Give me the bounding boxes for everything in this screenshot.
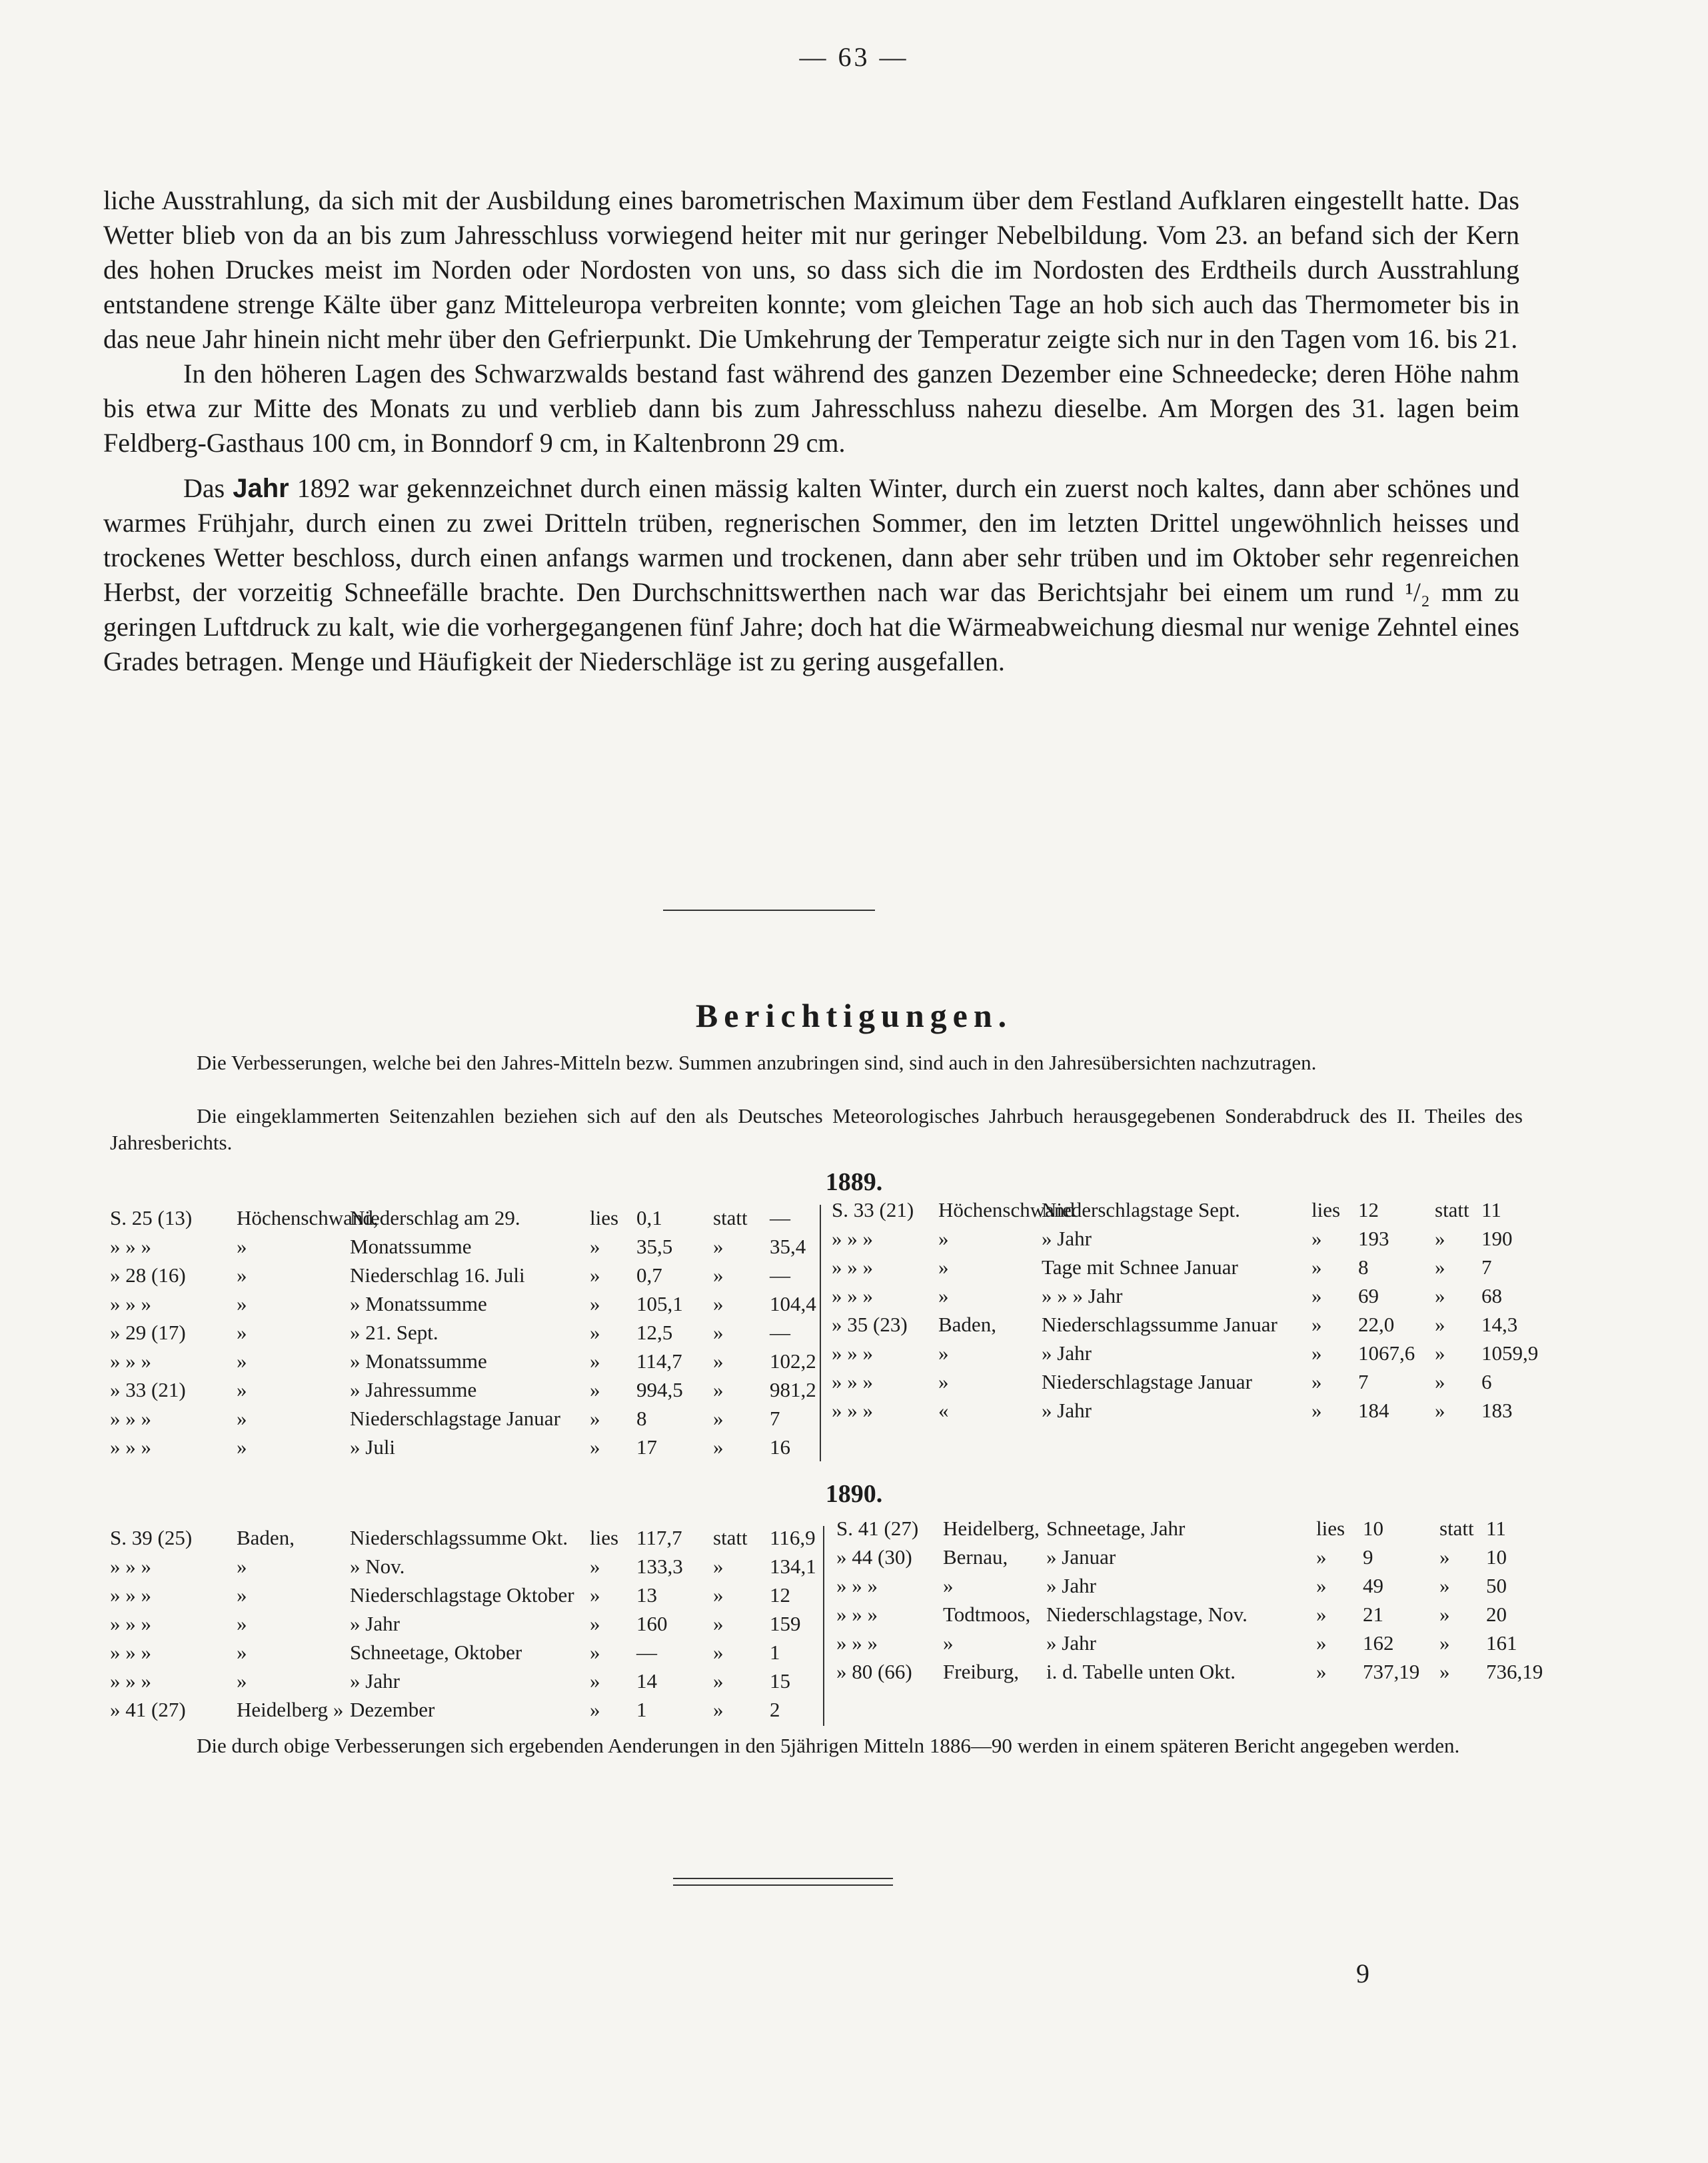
cell-item: Schneetage, Oktober: [350, 1641, 522, 1664]
cell-ref: » » »: [832, 1227, 873, 1250]
table-1889-divider: [820, 1205, 821, 1461]
cell-item: Niederschlag 16. Juli: [350, 1263, 525, 1287]
cell-lies: lies: [590, 1206, 619, 1229]
cell-item: Schneetage, Jahr: [1046, 1517, 1186, 1540]
cell-item: » Jahr: [1042, 1399, 1092, 1422]
cell-new: —: [636, 1641, 657, 1664]
cell-statt: »: [713, 1641, 724, 1664]
cell-old: —: [770, 1206, 790, 1229]
cell-item: » Juli: [350, 1435, 396, 1459]
cell-statt: »: [1439, 1574, 1450, 1597]
cell-item: Tage mit Schnee Januar: [1042, 1255, 1238, 1279]
cell-statt: statt: [1439, 1517, 1474, 1540]
cell-new: 0,1: [636, 1206, 662, 1229]
cell-new: 22,0: [1358, 1313, 1395, 1336]
cell-statt: »: [713, 1407, 724, 1430]
cell-ref: » 33 (21): [110, 1378, 186, 1401]
note-2: [110, 1103, 1523, 1156]
cell-old: 12: [770, 1583, 790, 1607]
cell-old: 20: [1486, 1603, 1507, 1626]
table-row: [110, 1555, 816, 1583]
paragraph-3-rest: 1892 war gekennzeichnet durch einen mässig kalten Winter, durch ein zuerst noch kaltes, dann aber schönes und warmes Frühjahr, durch einen zu zwei Dritteln trüben, regnerischen Sommer, den im letzten Drittel ungewöhnlich heisses und trockenes Wetter beschloss, durch einen anfangs warmen und trockenen, dann aber sehr trüben und im Oktober sehr regenreichen Herbst, der vorzeitig Schneefälle brachte. Den Durchschnittswerthen nach war das Berichtsjahr bei einem um rund ¹/₂ mm zu geringen Luftdruck zu kalt, wie die vorhergegangenen fünf Jahre; doch hat die Wärmeabweichung diesmal nur wenige Zehntel eines Grades betragen. Menge und Häufigkeit der Niederschläge ist zu gering ausgefallen.: [103, 473, 1519, 676]
divider-rule: [663, 910, 875, 911]
table-row: [110, 1669, 813, 1698]
cell-lies: lies: [1311, 1198, 1341, 1221]
end-rule-2: [673, 1884, 893, 1886]
cell-new: 35,5: [636, 1235, 673, 1258]
cell-lies: »: [1311, 1284, 1322, 1307]
cell-lies: »: [1311, 1399, 1322, 1422]
cell-new: 12,5: [636, 1321, 673, 1344]
cell-ref: » » »: [836, 1631, 878, 1655]
table-row: [110, 1435, 813, 1464]
cell-lies: »: [1311, 1255, 1322, 1279]
table-row: [110, 1321, 813, 1349]
cell-lies: »: [590, 1698, 600, 1721]
cell-new: 114,7: [636, 1349, 682, 1373]
cell-statt: »: [1439, 1603, 1450, 1626]
cell-statt: statt: [1435, 1198, 1469, 1221]
cell-ref: » » »: [110, 1555, 151, 1578]
table-1889-left: [110, 1206, 816, 1464]
paragraph-3: [103, 471, 1519, 679]
cell-place: »: [237, 1612, 247, 1635]
cell-place: »: [237, 1407, 247, 1430]
table-row: [836, 1574, 1516, 1603]
closing-note-text: Die durch obige Verbesserungen sich ergebenden Aenderungen in den 5jährigen Mitteln 1886—90 werden in einem späteren Bericht angegeben werden.: [197, 1734, 1460, 1757]
table-row: [110, 1263, 813, 1292]
body-text: [103, 183, 1519, 679]
cell-lies: »: [1316, 1545, 1327, 1569]
cell-statt: »: [713, 1349, 724, 1373]
cell-lies: »: [590, 1407, 600, 1430]
cell-ref: » 29 (17): [110, 1321, 186, 1344]
cell-item: Niederschlag am 29.: [350, 1206, 520, 1229]
cell-item: Niederschlagssumme Januar: [1042, 1313, 1278, 1336]
cell-lies: »: [1316, 1631, 1327, 1655]
cell-item: » » » Jahr: [1042, 1284, 1123, 1307]
cell-place: Heidelberg »: [237, 1698, 344, 1721]
cell-place: »: [938, 1341, 949, 1365]
cell-statt: »: [1439, 1631, 1450, 1655]
cell-place: Heidelberg,: [943, 1517, 1040, 1540]
cell-place: »: [938, 1227, 949, 1250]
table-row: [832, 1313, 1518, 1341]
cell-place: »: [237, 1669, 247, 1693]
table-row: [110, 1526, 816, 1555]
cell-statt: »: [713, 1612, 724, 1635]
cell-place: »: [938, 1284, 949, 1307]
closing-note: [110, 1733, 1523, 1759]
cell-ref: » » »: [832, 1399, 873, 1422]
cell-place: Todtmoos,: [943, 1603, 1031, 1626]
paragraph-1: liche Ausstrahlung, da sich mit der Ausbildung eines barometrischen Maximum über dem Festland Aufklaren eingestellt hatte. Das Wetter blieb von da an bis zum Jahresschluss vorwiegend heiter mit nur geringer Nebelbildung. Vom 23. an befand sich der Kern des hohen Druckes meist im Norden oder Nordosten von uns, so dass sich die im Nordosten des Erdtheils durch Ausstrahlung entstandene strenge Kälte über ganz Mitteleuropa verbreiten konnte; vom gleichen Tage an hob sich auch das Thermometer bis in das neue Jahr hinein nicht mehr über den Gefrierpunkt. Die Umkehrung der Temperatur zeigte sich nur in den Tagen vom 16. bis 21.: [103, 185, 1519, 354]
cell-place: Baden,: [938, 1313, 996, 1336]
cell-old: 35,4: [770, 1235, 806, 1258]
cell-statt: »: [713, 1435, 724, 1459]
cell-statt: »: [1435, 1399, 1445, 1422]
table-1890-left: [110, 1526, 816, 1727]
table-1890-right: [836, 1517, 1543, 1689]
cell-statt: statt: [713, 1206, 748, 1229]
table-row: [832, 1341, 1539, 1370]
cell-place: Freiburg,: [943, 1660, 1019, 1683]
cell-place: »: [237, 1378, 247, 1401]
cell-place: »: [237, 1641, 247, 1664]
cell-old: 15: [770, 1669, 790, 1693]
cell-place: Baden,: [237, 1526, 295, 1549]
cell-statt: »: [713, 1583, 724, 1607]
cell-old: 11: [1486, 1517, 1506, 1540]
cell-new: 8: [636, 1407, 647, 1430]
cell-statt: »: [1435, 1255, 1445, 1279]
cell-lies: »: [1316, 1660, 1327, 1683]
cell-place: »: [237, 1235, 247, 1258]
cell-ref: » » »: [110, 1235, 151, 1258]
cell-statt: »: [1439, 1660, 1450, 1683]
cell-place: »: [237, 1292, 247, 1315]
table-row: [836, 1660, 1543, 1689]
cell-new: 7: [1358, 1370, 1369, 1393]
section-title: Berichtigungen.: [695, 997, 1013, 1034]
cell-old: 1: [770, 1641, 780, 1664]
cell-old: 68: [1481, 1284, 1502, 1307]
cell-statt: »: [713, 1263, 724, 1287]
cell-statt: »: [1435, 1341, 1445, 1365]
cell-lies: »: [590, 1292, 600, 1315]
cell-old: 134,1: [770, 1555, 816, 1578]
cell-lies: »: [590, 1583, 600, 1607]
cell-ref: S. 25 (13): [110, 1206, 193, 1229]
page-number: — 63 —: [799, 42, 909, 72]
table-row: [832, 1284, 1511, 1313]
cell-old: —: [770, 1263, 790, 1287]
cell-statt: »: [1435, 1284, 1445, 1307]
note-2-text: Die eingeklammerten Seitenzahlen beziehen sich auf den als Deutsches Meteorologisches Jahrbuch herausgegebenen Sonderabdruck des II. Theiles des Jahresberichts.: [110, 1104, 1523, 1154]
cell-item: Monatssumme: [350, 1235, 472, 1258]
cell-old: 2: [770, 1698, 780, 1721]
cell-old: 104,4: [770, 1292, 816, 1315]
table-row: [832, 1370, 1511, 1399]
cell-new: 9: [1363, 1545, 1373, 1569]
cell-new: 21: [1363, 1603, 1383, 1626]
table-row: [110, 1349, 816, 1378]
cell-new: 17: [636, 1435, 657, 1459]
cell-item: » Jahr: [1046, 1631, 1096, 1655]
cell-item: Dezember: [350, 1698, 435, 1721]
cell-place: Höchenschwand,: [237, 1206, 379, 1229]
table-row: [110, 1698, 813, 1727]
cell-ref: » » »: [832, 1255, 873, 1279]
cell-lies: »: [1311, 1313, 1322, 1336]
year-heading-1890: 1890.: [825, 1480, 883, 1508]
cell-new: 0,7: [636, 1263, 662, 1287]
cell-old: 116,9: [770, 1526, 816, 1549]
table-1889-right: [832, 1198, 1539, 1427]
cell-lies: lies: [590, 1526, 619, 1549]
cell-item: » Nov.: [350, 1555, 405, 1578]
table-row: [110, 1235, 813, 1263]
cell-lies: »: [1311, 1341, 1322, 1365]
cell-place: »: [938, 1255, 949, 1279]
cell-item: » 21. Sept.: [350, 1321, 438, 1344]
cell-ref: » » »: [110, 1349, 151, 1373]
cell-ref: » » »: [110, 1435, 151, 1459]
table-row: [836, 1603, 1516, 1631]
cell-new: 184: [1358, 1399, 1389, 1422]
table-row: [832, 1227, 1511, 1255]
cell-item: i. d. Tabelle unten Okt.: [1046, 1660, 1236, 1683]
table-row: [110, 1206, 813, 1235]
cell-statt: »: [713, 1378, 724, 1401]
cell-lies: lies: [1316, 1517, 1345, 1540]
cell-statt: »: [1439, 1545, 1450, 1569]
cell-place: »: [237, 1263, 247, 1287]
cell-old: 7: [770, 1407, 780, 1430]
cell-new: 1: [636, 1698, 647, 1721]
cell-ref: S. 39 (25): [110, 1526, 193, 1549]
cell-new: 49: [1363, 1574, 1383, 1597]
cell-item: » Monatssumme: [350, 1292, 487, 1315]
cell-old: 10: [1486, 1545, 1507, 1569]
cell-ref: S. 41 (27): [836, 1517, 919, 1540]
table-row: [836, 1545, 1516, 1574]
cell-new: 117,7: [636, 1526, 682, 1549]
cell-old: 11: [1481, 1198, 1501, 1221]
cell-new: 133,3: [636, 1555, 683, 1578]
cell-new: 69: [1358, 1284, 1379, 1307]
cell-lies: »: [590, 1263, 600, 1287]
cell-ref: » » »: [110, 1669, 151, 1693]
table-row: [110, 1378, 816, 1407]
cell-ref: » » »: [110, 1583, 151, 1607]
cell-old: 981,2: [770, 1378, 816, 1401]
cell-old: 736,19: [1486, 1660, 1543, 1683]
table-row: [836, 1631, 1516, 1660]
cell-place: Höchenschwand: [938, 1198, 1075, 1221]
cell-item: Niederschlagstage Oktober: [350, 1583, 574, 1607]
cell-ref: » » »: [832, 1284, 873, 1307]
cell-ref: » » »: [832, 1341, 873, 1365]
cell-new: 162: [1363, 1631, 1394, 1655]
cell-ref: » » »: [832, 1370, 873, 1393]
paragraph-3-prefix: Das: [183, 473, 233, 503]
cell-old: 183: [1481, 1399, 1513, 1422]
cell-old: 50: [1486, 1574, 1507, 1597]
cell-ref: » » »: [110, 1292, 151, 1315]
cell-lies: »: [590, 1669, 600, 1693]
cell-statt: »: [713, 1669, 724, 1693]
cell-place: »: [237, 1435, 247, 1459]
cell-statt: »: [713, 1235, 724, 1258]
cell-item: Niederschlagstage Januar: [350, 1407, 560, 1430]
cell-new: 1067,6: [1358, 1341, 1415, 1365]
cell-ref: » 28 (16): [110, 1263, 186, 1287]
cell-lies: »: [590, 1555, 600, 1578]
cell-place: »: [237, 1349, 247, 1373]
cell-item: Niederschlagstage Januar: [1042, 1370, 1252, 1393]
cell-old: 102,2: [770, 1349, 816, 1373]
footer-number: 9: [1356, 1958, 1369, 1988]
cell-old: 159: [770, 1612, 801, 1635]
cell-statt: »: [1435, 1370, 1445, 1393]
end-rule-1: [673, 1878, 893, 1879]
cell-statt: »: [713, 1321, 724, 1344]
cell-place: »: [943, 1574, 954, 1597]
cell-statt: statt: [713, 1526, 748, 1549]
cell-statt: »: [1435, 1313, 1445, 1336]
cell-place: »: [237, 1321, 247, 1344]
cell-ref: » 35 (23): [832, 1313, 908, 1336]
note-1: [110, 1050, 1523, 1076]
cell-lies: »: [590, 1321, 600, 1344]
cell-old: 1059,9: [1481, 1341, 1539, 1365]
table-row: [110, 1612, 813, 1641]
cell-old: 6: [1481, 1370, 1492, 1393]
table-row: [110, 1641, 813, 1669]
cell-new: 13: [636, 1583, 657, 1607]
cell-statt: »: [1435, 1227, 1445, 1250]
cell-new: 737,19: [1363, 1660, 1420, 1683]
cell-new: 10: [1363, 1517, 1383, 1540]
paragraph-3-bold: Jahr: [233, 474, 289, 503]
cell-item: » Januar: [1046, 1545, 1116, 1569]
table-row: [110, 1407, 813, 1435]
cell-old: 190: [1481, 1227, 1513, 1250]
cell-place: »: [938, 1370, 949, 1393]
cell-item: » Jahr: [350, 1669, 400, 1693]
cell-item: Niederschlagssumme Okt.: [350, 1526, 568, 1549]
cell-old: 7: [1481, 1255, 1492, 1279]
cell-item: Niederschlagstage Sept.: [1042, 1198, 1240, 1221]
table-row: [836, 1517, 1516, 1545]
cell-lies: »: [590, 1378, 600, 1401]
cell-lies: »: [590, 1612, 600, 1635]
cell-old: 14,3: [1481, 1313, 1518, 1336]
cell-old: 161: [1486, 1631, 1517, 1655]
cell-place: »: [943, 1631, 954, 1655]
cell-new: 8: [1358, 1255, 1369, 1279]
cell-item: Niederschlagstage, Nov.: [1046, 1603, 1248, 1626]
cell-place: »: [237, 1583, 247, 1607]
cell-new: 12: [1358, 1198, 1379, 1221]
cell-lies: »: [1311, 1227, 1322, 1250]
cell-lies: »: [590, 1435, 600, 1459]
cell-item: » Monatssumme: [350, 1349, 487, 1373]
cell-new: 14: [636, 1669, 657, 1693]
cell-new: 160: [636, 1612, 668, 1635]
cell-item: » Jahr: [1046, 1574, 1096, 1597]
cell-old: 16: [770, 1435, 790, 1459]
table-row: [832, 1255, 1511, 1284]
cell-statt: »: [713, 1698, 724, 1721]
cell-ref: » 41 (27): [110, 1698, 186, 1721]
cell-statt: »: [713, 1555, 724, 1578]
cell-place: «: [938, 1399, 949, 1422]
cell-lies: »: [590, 1641, 600, 1664]
table-1890-divider: [823, 1526, 824, 1726]
cell-lies: »: [1316, 1603, 1327, 1626]
note-1-text: Die Verbesserungen, welche bei den Jahres-Mitteln bezw. Summen anzubringen sind, sind auch in den Jahresübersichten nachzutragen.: [197, 1051, 1317, 1074]
cell-ref: » » »: [110, 1641, 151, 1664]
table-row: [832, 1198, 1511, 1227]
cell-item: » Jahr: [1042, 1341, 1092, 1365]
cell-place: Bernau,: [943, 1545, 1008, 1569]
table-row: [832, 1399, 1511, 1427]
cell-lies: »: [1316, 1574, 1327, 1597]
table-row: [110, 1292, 816, 1321]
cell-lies: »: [590, 1235, 600, 1258]
cell-ref: » 80 (66): [836, 1660, 912, 1683]
cell-ref: » » »: [836, 1603, 878, 1626]
table-row: [110, 1583, 813, 1612]
cell-ref: » » »: [110, 1407, 151, 1430]
cell-new: 105,1: [636, 1292, 683, 1315]
paragraph-2: In den höheren Lagen des Schwarzwalds bestand fast während des ganzen Dezember eine Schneedecke; deren Höhe nahm bis etwa zur Mitte des Monats zu und verblieb dann bis zum Jahresschluss nahezu dieselbe. Am Morgen des 31. lagen beim Feldberg-Gasthaus 100 cm, in Bonndorf 9 cm, in Kaltenbronn 29 cm.: [103, 359, 1519, 458]
cell-new: 193: [1358, 1227, 1389, 1250]
cell-item: » Jahr: [350, 1612, 400, 1635]
cell-old: —: [770, 1321, 790, 1344]
cell-statt: »: [713, 1292, 724, 1315]
cell-ref: » » »: [110, 1612, 151, 1635]
cell-item: » Jahr: [1042, 1227, 1092, 1250]
cell-lies: »: [1311, 1370, 1322, 1393]
cell-item: » Jahressumme: [350, 1378, 477, 1401]
cell-place: »: [237, 1555, 247, 1578]
cell-ref: » 44 (30): [836, 1545, 912, 1569]
cell-new: 994,5: [636, 1378, 683, 1401]
cell-ref: S. 33 (21): [832, 1198, 914, 1221]
year-heading-1889: 1889.: [825, 1168, 883, 1196]
cell-ref: » » »: [836, 1574, 878, 1597]
cell-lies: »: [590, 1349, 600, 1373]
